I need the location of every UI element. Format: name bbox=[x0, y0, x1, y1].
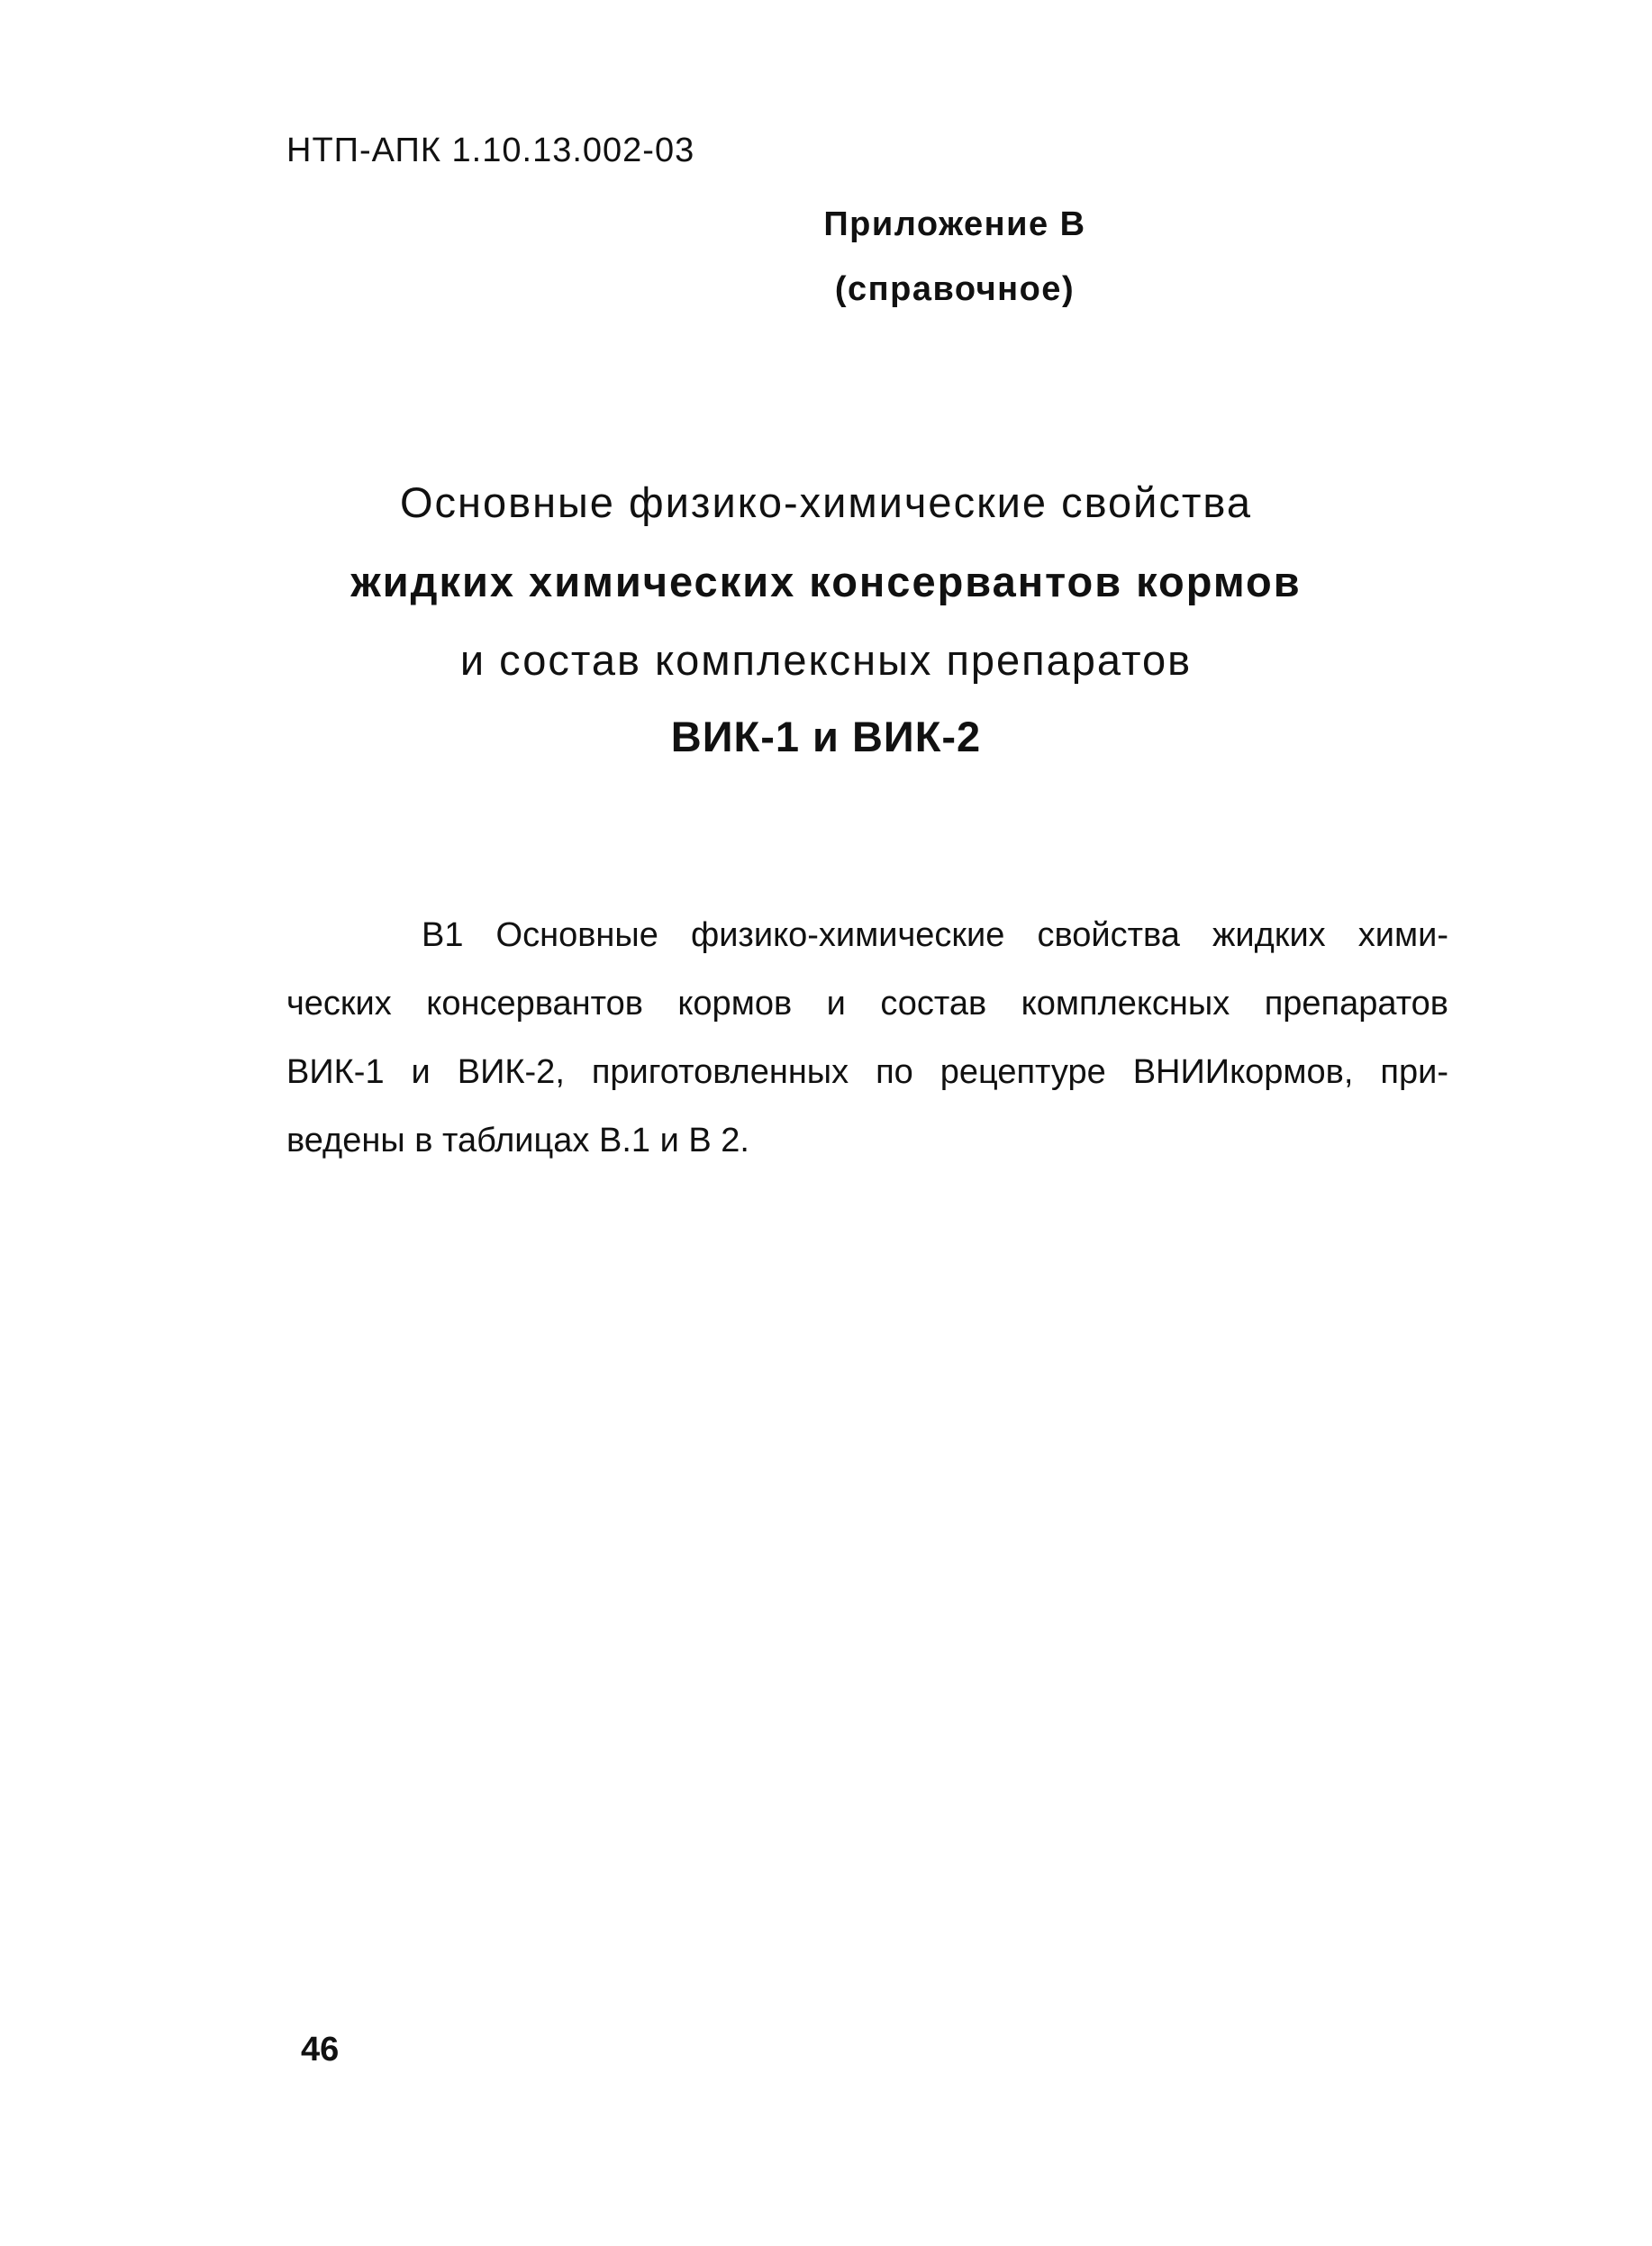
appendix-kind: (справочное) bbox=[834, 270, 1076, 308]
appendix-label: Приложение В bbox=[823, 205, 1086, 243]
section-title-line-3: и состав комплексных препаратов bbox=[459, 636, 1193, 684]
section-title-line-4: ВИК-1 и ВИК-2 bbox=[670, 713, 982, 760]
section-title-line-2: жидких химических консервантов кормов bbox=[350, 558, 1302, 605]
paragraph-line-1: В1 Основные физико-химические свойства жидких хими- bbox=[422, 916, 1448, 954]
section-title-line-1: Основные физико-химические свойства bbox=[399, 478, 1253, 526]
paragraph-line-4: ведены в таблицах В.1 и В 2. bbox=[286, 1122, 749, 1159]
page-number: 46 bbox=[301, 2031, 340, 2069]
document-code: НТП-АПК 1.10.13.002-03 bbox=[286, 132, 695, 169]
body-paragraph bbox=[286, 901, 1448, 1175]
paragraph-line-2: ческих консервантов кормов и состав комплексных препаратов bbox=[286, 985, 1448, 1023]
paragraph-line-3: ВИК-1 и ВИК-2, приготовленных по рецептуре ВНИИкормов, при- bbox=[286, 1053, 1448, 1091]
